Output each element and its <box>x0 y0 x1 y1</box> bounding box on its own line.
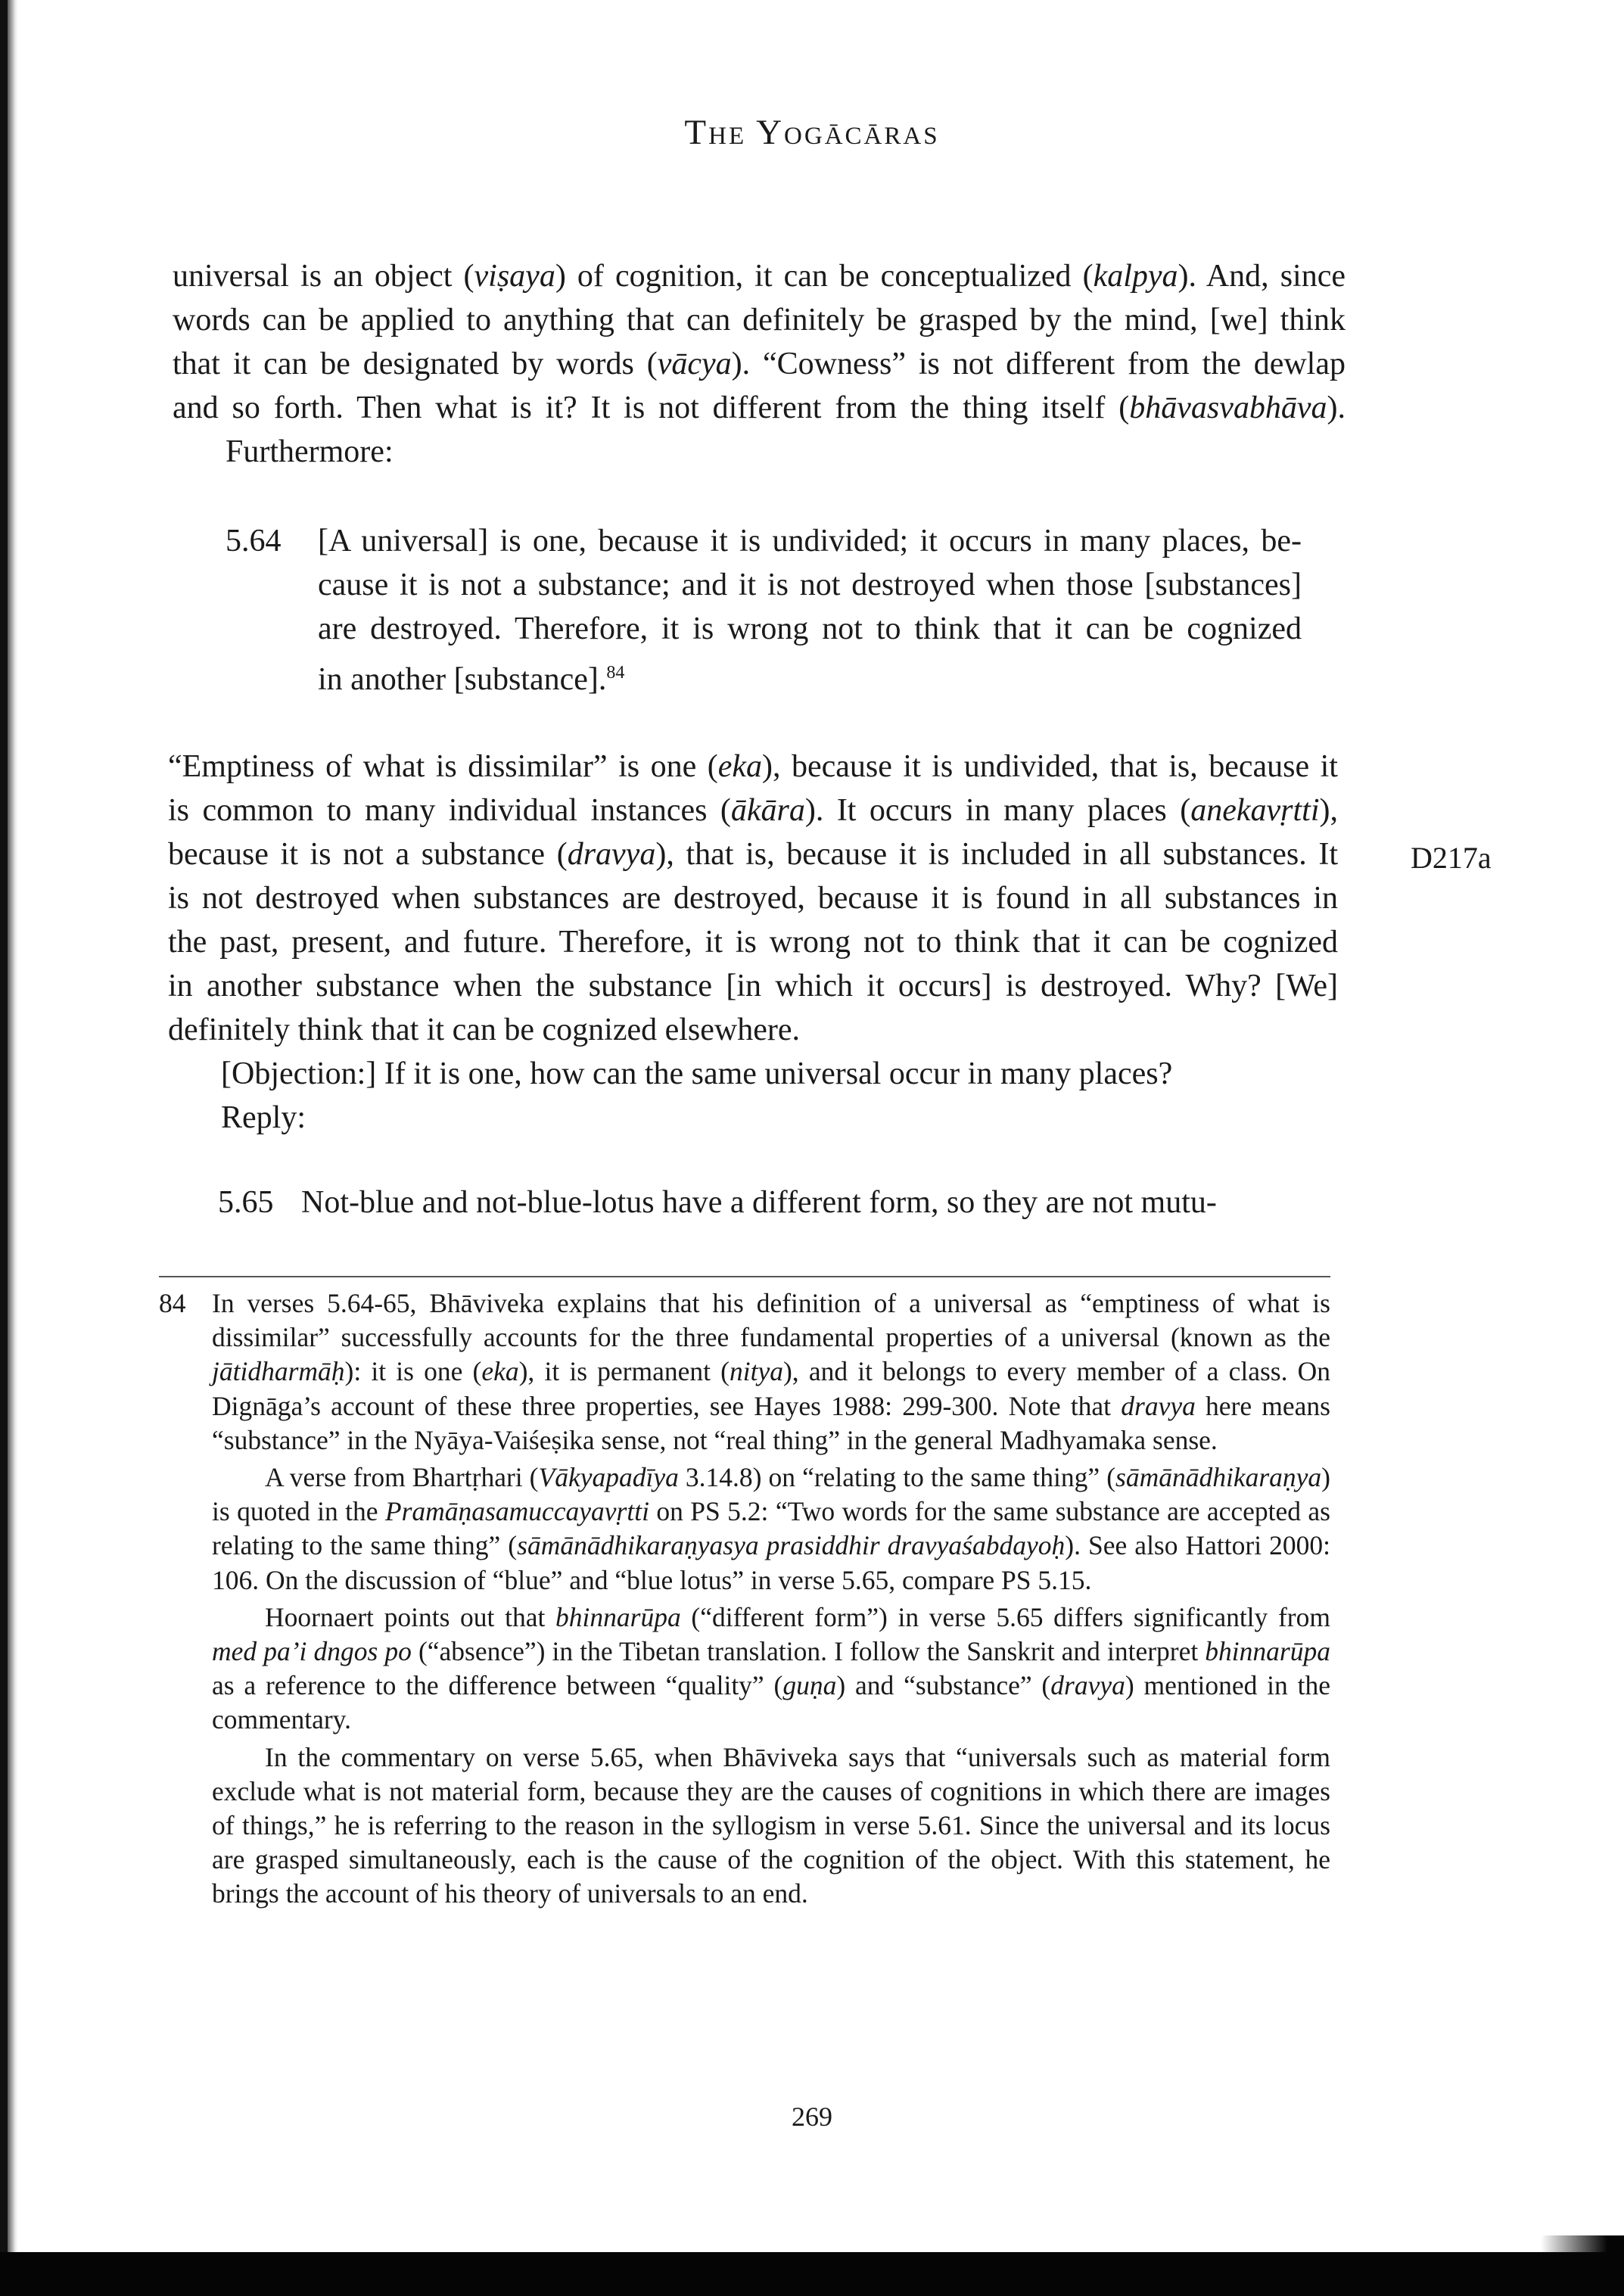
margin-note: D217a <box>1411 841 1492 875</box>
footnote-paragraph: Hoornaert points out that bhinnarūpa (“different form”) in verse 5.65 differs significantly from med pa’i dngos po (“absence”) in the Tibetan translation. I follow the Sanskrit and interpret bhinnarūpa as a reference to the difference between “quality” (guṇa) and “substance” (dravya) mentioned in the commentary. <box>212 1601 1330 1735</box>
verse-line: are destroyed. Therefore, it is wrong not to think that it can be cognized <box>318 611 1302 646</box>
footnote <box>159 1286 1330 1915</box>
para1-line: and so forth. Then what is it? It is not different from the thing itself (bhāvasvabhāva). <box>173 390 1346 425</box>
para2-line: “Emptiness of what is dissimilar” is one (eka), because it is undivided, that is, because it <box>168 749 1338 784</box>
para1-line: universal is an object (viṣaya) of cognition, it can be conceptualized (kalpya). And, since <box>173 259 1346 294</box>
footnote-ref: 84 <box>606 663 625 683</box>
para2-line: because it is not a substance (dravya), that is, because it is included in all substances. It <box>168 837 1339 872</box>
para2-line: is common to many individual instances (ākāra). It occurs in many places (anekavṛtti), <box>168 793 1338 828</box>
binding-edge <box>0 0 8 2296</box>
footnote-paragraph: 84 In verses 5.64-65, Bhāviveka explains that his definition of a universal as “emptiness of what is dissimilar” successfully accounts for the three fundamental properties of a universal (known as the jātidharmāḥ): it is one (eka), it is permanent (nitya), and it belongs to every member of a class. On Dignāga’s account of these three properties, see Hayes 1988: 299-300. Note that dravya here means “substance” in the Nyāya-Vaiśeṣika sense, not “real thing” in the general Madhyamaka sense. <box>159 1288 1331 1455</box>
furthermore: Furthermore: <box>226 434 394 469</box>
paragraph-1 <box>173 254 1346 474</box>
para2-line: in another substance when the substance [in which it occurs] is destroyed. Why? [We] <box>168 969 1338 1003</box>
para2-line: the past, present, and future. Therefore, it is wrong not to think that it can be cognized <box>168 925 1338 960</box>
reply: Reply: <box>221 1100 306 1135</box>
verse-line: in another [substance].$^{84}$ <box>318 662 625 697</box>
running-head: The Yogācāras <box>684 113 940 152</box>
verse-line: cause it is not a substance; and it is not destroyed when those [substances] <box>318 568 1302 602</box>
verse-number: 5.65 <box>218 1185 274 1220</box>
verse-number: 5.64 <box>226 524 282 558</box>
para2-line: is not destroyed when substances are destroyed, because it is found in all substances in <box>168 881 1338 916</box>
footnote-paragraph: A verse from Bhartṛhari (Vākyapadīya 3.14.8) on “relating to the same thing” (sāmānādhikaraṇya) is quoted in the Pramāṇasamuccayavṛtti on PS 5.2: “Two words for the same substance are accepted as relating to the same thing” (sāmānādhikaraṇyasya prasiddhir dravyaśabdayoḥ). See also Hattori 2000: 106. On the discussion of “blue” and “blue lotus” in verse 5.65, compare PS 5.15. <box>212 1462 1330 1595</box>
footnote-paragraph: In the commentary on verse 5.65, when Bhāviveka says that “universals such as material form exclude what is not material form, because they are the causes of cognitions in which there are images of things,” he is referring to the reason in the syllogism in verse 5.61. Since the universal and its locus are grasped simultaneously, each is the cause of the cognition of the object. With this statement, he brings the account of his theory of universals to an end. <box>212 1741 1330 1909</box>
page-number: 269 <box>792 2102 832 2132</box>
objection: [Objection:] If it is one, how can the same universal occur in many places? <box>221 1056 1173 1091</box>
footnote-number: 84 <box>159 1288 186 1318</box>
paragraph-2 <box>168 745 1338 1140</box>
verse-line: [A universal] is one, because it is undivided; it occurs in many places, be- <box>318 524 1302 558</box>
para1-line: words can be applied to anything that can definitely be grasped by the mind, [we] think <box>173 303 1346 338</box>
verse-line: Not-blue and not-blue-lotus have a different form, so they are not mutu- <box>301 1185 1217 1220</box>
para1-line: that it can be designated by words (vācya). “Cowness” is not different from the dewlap <box>173 347 1346 381</box>
scan-bottom-edge <box>0 2252 1624 2296</box>
footnote-rule <box>159 1276 1330 1277</box>
para2-line: definitely think that it can be cognized elsewhere. <box>168 1013 801 1047</box>
